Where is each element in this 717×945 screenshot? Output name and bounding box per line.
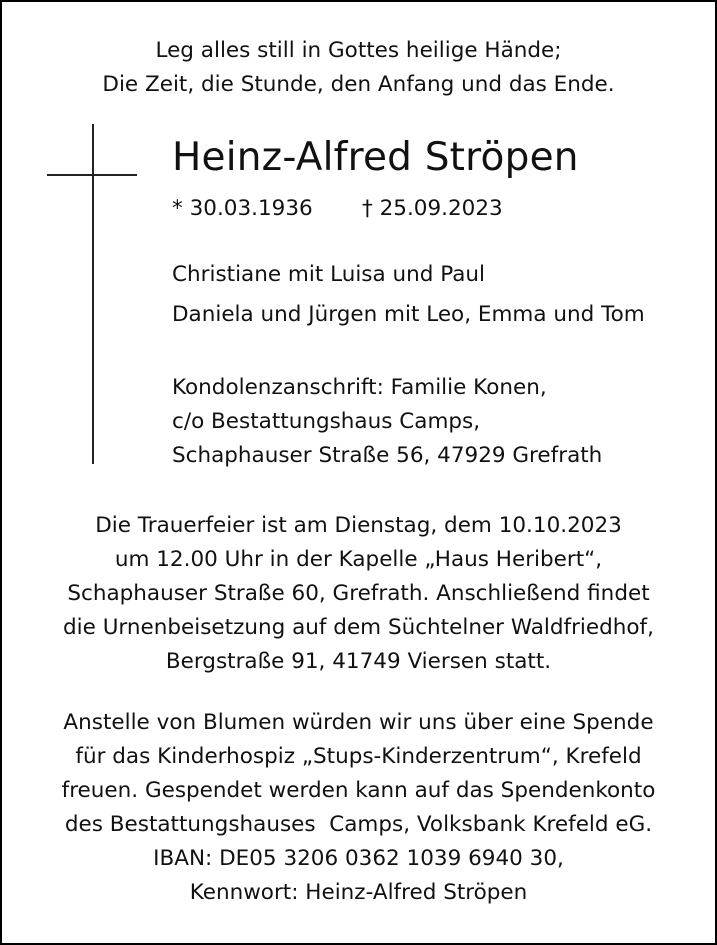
service-line: die Urnenbeisetzung auf dem Süchtelner Waldfriedhof, [63, 615, 654, 640]
service-line: Bergstraße 91, 41749 Viersen statt. [165, 649, 552, 674]
family-line: Christiane mit Luisa und Paul [172, 262, 486, 287]
donation-line: Kennwort: Heinz-Alfred Ströpen [189, 880, 528, 905]
birth-date: * 30.03.1936 [172, 196, 313, 221]
service-line: Die Trauerfeier ist am Dienstag, dem 10.10.2023 [95, 513, 622, 538]
address-line: Schaphauser Straße 56, 47929 Grefrath [172, 443, 603, 468]
condolence-address [172, 371, 602, 473]
verse [2, 34, 715, 102]
service-line: um 12.00 Uhr in der Kapelle „Haus Heribert“, [114, 547, 603, 572]
donation-line: des Bestattungshauses Camps, Volksbank Krefeld eG. [64, 812, 653, 837]
verse-line: Die Zeit, die Stunde, den Anfang und das Ende. [102, 72, 615, 97]
donation-info [2, 706, 715, 910]
deceased-name: Heinz-Alfred Ströpen [172, 135, 579, 180]
verse-line: Leg alles still in Gottes heilige Hände; [155, 38, 562, 63]
family-line: Daniela und Jürgen mit Leo, Emma und Tom [172, 302, 645, 327]
service-line: Schaphauser Straße 60, Grefrath. Anschließend findet [67, 581, 650, 606]
donation-line: freuen. Gespendet werden kann auf das Spendenkonto [61, 778, 656, 803]
family-list [172, 258, 645, 338]
donation-line: IBAN: DE05 3206 0362 1039 6940 30, [153, 846, 564, 871]
death-date: † 25.09.2023 [362, 196, 503, 221]
donation-line: für das Kinderhospiz „Stups-Kinderzentrum“, Krefeld [75, 744, 642, 769]
cross-icon-bar [47, 174, 137, 176]
address-line: Kondolenzanschrift: Familie Konen, [172, 375, 547, 400]
donation-line: Anstelle von Blumen würden wir uns über eine Spende [63, 710, 654, 735]
life-dates [172, 193, 503, 225]
address-line: c/o Bestattungshaus Camps, [172, 409, 481, 434]
funeral-service-info [2, 509, 715, 679]
